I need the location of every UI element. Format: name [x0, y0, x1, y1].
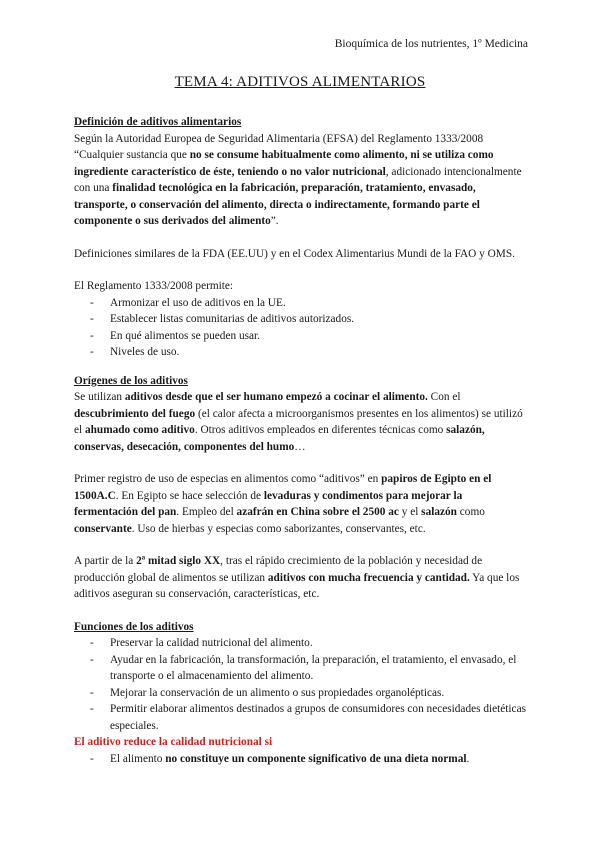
list-item: - Permitir elaborar alimentos destinados a grupos de consumidores con necesidades dietéticas especiales.	[90, 703, 526, 732]
bold-text: aditivos desde que el ser humano empezó a cocinar el alimento.	[124, 391, 428, 403]
list-item: - Mejorar la conservación de un alimento o sus propiedades organolépticas.	[90, 686, 445, 699]
section-heading-definicion: Definición de aditivos alimentarios	[74, 116, 242, 128]
text: . Empleo del	[176, 506, 237, 518]
list-item-text: Ayudar en la fabricación, la transformación, la preparación, el tratamiento, el envasado, el transporte o el almacenamiento del alimento.	[110, 653, 517, 682]
bold-text: papiros de Egipto en el 1500A.C	[74, 473, 492, 502]
bold-text: descubrimiento del fuego	[74, 407, 196, 420]
bold-text: azafrán en China sobre el 2500 ac	[236, 506, 399, 518]
text: como	[456, 506, 485, 518]
bold-text: no se consume habitualmente como alimento, ni se utiliza como ingrediente característico de éste, teniendo o no valor nutricional	[74, 149, 494, 178]
text: Ya que los aditivos aseguran su conservación, características, etc.	[74, 571, 520, 600]
text: .	[466, 752, 470, 765]
origenes-paragraph-3	[74, 553, 529, 603]
list-item-text: En qué alimentos se pueden usar.	[110, 329, 260, 342]
text: (el calor afecta a microorganismos presentes en los alimentos) se utilizó el	[74, 407, 523, 436]
text: “Cualquier sustancia que	[74, 149, 190, 161]
text: El alimento	[110, 752, 166, 765]
bold-text: no constituye un componente significativo de una dieta normal	[165, 752, 467, 765]
bold-text: ahumado como aditivo	[84, 424, 195, 436]
list-item: - Preservar la calidad nutricional del alimento.	[90, 637, 313, 649]
list-item: - Establecer listas comunitarias de aditivos autorizados.	[90, 313, 355, 325]
list-item: - En qué alimentos se pueden usar.	[90, 329, 260, 342]
definicion-quote	[74, 147, 529, 230]
reglamento-text: El Reglamento 1333/2008 permite:	[74, 280, 234, 292]
text: Primer registro de uso de especias en alimentos como “aditivos” en	[74, 473, 382, 485]
list-item-text: Niveles de uso.	[110, 346, 180, 358]
text: …	[294, 440, 306, 453]
bold-text: conservante	[74, 522, 132, 535]
section-heading-funciones: Funciones de los aditivos	[74, 620, 194, 633]
text: y el	[398, 506, 422, 518]
list-item: - Ayudar en la fabricación, la transformación, la preparación, el tratamiento, el envasado, el transporte o el almacenamiento del alimento.	[90, 653, 517, 682]
section-heading-origenes: Orígenes de los aditivos	[74, 374, 188, 387]
bold-text: finalidad tecnológica en la fabricación, preparación, tratamiento, envasado, transporte, o conservación del alimento, directa o indirectamente, formando parte el componente o sus derivados del alimento	[74, 182, 480, 227]
reglamento-list	[74, 295, 529, 361]
list-item-text: Permitir elaborar alimentos destinados a grupos de consumidores con necesidades dietéticas especiales.	[110, 703, 526, 732]
bold-text: salazón, conservas, desecación, componentes del humo	[74, 424, 485, 453]
text: A partir de la	[74, 555, 137, 567]
warning-list	[74, 751, 529, 768]
text: ”.	[270, 215, 279, 227]
text: . En Egipto se hace selección de	[115, 489, 264, 502]
page-title: TEMA 4: ADITIVOS ALIMENTARIOS	[174, 74, 426, 90]
bold-text: aditivos con mucha frecuencia y cantidad.	[267, 571, 470, 584]
origenes-paragraph-2	[74, 471, 529, 537]
text: . Otros aditivos empleados en diferentes técnicas como	[194, 424, 447, 436]
text: . Uso de hierbas y especias como saborizantes, conservantes, etc.	[131, 522, 426, 535]
text: Con el	[427, 391, 461, 403]
page-header: Bioquímica de los nutrientes, 1º Medicina	[334, 38, 528, 50]
bold-text: levaduras y condimentos para mejorar la fermentación del pan	[74, 489, 463, 518]
list-item: - El alimento no constituye un componente significativo de una dieta normal.	[90, 752, 470, 765]
list-item: - Niveles de uso.	[90, 346, 180, 358]
document-body	[74, 114, 529, 767]
red-warning: El aditivo reduce la calidad nutricional si	[74, 736, 273, 748]
bold-text: salazón	[421, 506, 457, 518]
list-item-text: Armonizar el uso de aditivos en la UE.	[110, 296, 286, 309]
list-item-text: Mejorar la conservación de un alimento o sus propiedades organolépticas.	[110, 686, 445, 699]
definicion-intro: Según la Autoridad Europea de Seguridad Alimentaria (EFSA) del Reglamento 1333/2008	[74, 132, 484, 145]
funciones-list	[74, 635, 529, 734]
list-item: - Armonizar el uso de aditivos en la UE.	[90, 296, 286, 309]
list-item-text: Preservar la calidad nutricional del alimento.	[110, 637, 313, 649]
list-item-text: Establecer listas comunitarias de aditivos autorizados.	[110, 313, 355, 325]
text: Se utilizan	[74, 391, 125, 403]
definiciones-similares: Definiciones similares de la FDA (EE.UU) y en el Codex Alimentarius Mundi de la FAO y OMS.	[74, 247, 515, 260]
bold-text: 2ª mitad siglo XX	[136, 555, 221, 567]
text: , tras el rápido crecimiento de la población y necesidad de producción global de alimentos se utilizan	[74, 555, 483, 584]
text: , adicionado intencionalmente con una	[74, 165, 522, 194]
origenes-paragraph-1	[74, 389, 529, 455]
